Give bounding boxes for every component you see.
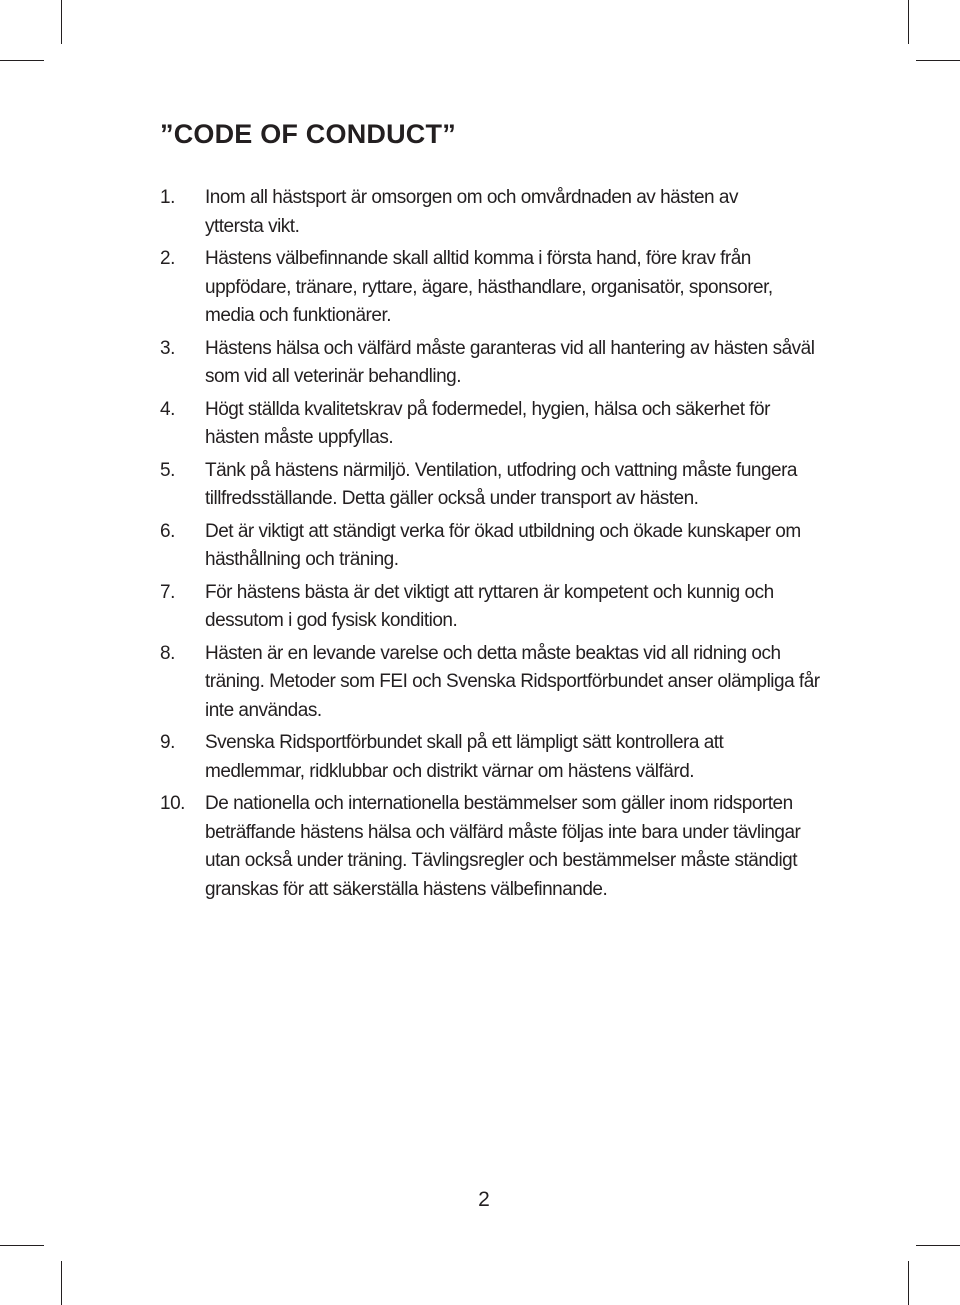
list-item-number: 8. xyxy=(160,642,175,664)
list-item xyxy=(160,579,820,636)
crop-mark-top-right-horizontal xyxy=(916,60,960,61)
crop-mark-bottom-right xyxy=(908,1261,909,1305)
list-item-text: Hästens hälsa och välfärd måste garanteras vid all hantering av hästen såväl som vid all veterinär behandling. xyxy=(205,337,815,387)
list-item-number: 2. xyxy=(160,248,175,269)
list-item xyxy=(160,245,820,331)
crop-mark-bottom-left-horizontal xyxy=(0,1245,44,1246)
list-item-number: 1. xyxy=(160,187,175,208)
list-item-number: 6. xyxy=(160,520,175,542)
page-number: 2 xyxy=(478,1188,490,1211)
crop-mark-top-right xyxy=(908,0,909,44)
list-item xyxy=(160,335,820,392)
crop-mark-top-left-horizontal xyxy=(0,60,44,61)
list-item-number: 9. xyxy=(160,732,175,753)
list-item-text: Högt ställda kvalitetskrav på fodermedel, hygien, hälsa och säkerhet för hästen måste uppfyllas. xyxy=(205,398,770,448)
page-title: ”CODE OF CONDUCT” xyxy=(160,119,456,149)
list-item xyxy=(160,184,820,241)
list-item-text: Svenska Ridsportförbundet skall på ett lämpligt sätt kontrollera att medlemmar, ridklubbar och distrikt värnar om hästens välfärd. xyxy=(205,732,724,782)
list-item-text: Det är viktigt att ständigt verka för ökad utbildning och ökade kunskaper om hästhållning och träning. xyxy=(205,520,801,570)
list-item xyxy=(160,640,820,726)
list-item-number: 3. xyxy=(160,337,175,359)
crop-mark-top-left xyxy=(61,0,62,44)
list-item xyxy=(160,457,820,514)
list-item xyxy=(160,790,820,904)
list-item-text: Inom all hästsport är omsorgen om och omvårdnaden av hästen av yttersta vikt. xyxy=(205,187,738,237)
list-item xyxy=(160,396,820,453)
list-item-text: Tänk på hästens närmiljö. Ventilation, utfodring och vattning måste fungera tillfredsställande. Detta gäller också under transport av hästen. xyxy=(205,459,797,509)
list-item-number: 5. xyxy=(160,459,175,481)
list-item-text: För hästens bästa är det viktigt att ryttaren är kompetent och kunnig och dessutom i god fysisk kondition. xyxy=(205,581,774,631)
list-item-text: Hästens välbefinnande skall alltid komma i första hand, före krav från uppfödare, tränare, ryttare, ägare, hästhandlare, organisatör, sponsorer, media och funktionärer. xyxy=(205,248,773,326)
list-item xyxy=(160,518,820,575)
list-item xyxy=(160,729,820,786)
list-item-number: 10. xyxy=(160,793,185,814)
list-item-text: De nationella och internationella bestämmelser som gäller inom ridsporten beträffande hästens hälsa och välfärd måste följas inte bara under tävlingar utan också under träning. Tävlingsregler och bestämmelser måste ständigt granskas för att säkerställa hästens välbefinnande. xyxy=(205,793,801,900)
crop-mark-bottom-left xyxy=(61,1261,62,1305)
code-of-conduct-list xyxy=(160,184,820,908)
list-item-text: Hästen är en levande varelse och detta måste beaktas vid all ridning och träning. Metoder som FEI och Svenska Ridsportförbundet anser olämpliga får inte användas. xyxy=(205,642,820,721)
list-item-number: 7. xyxy=(160,581,175,603)
list-item-number: 4. xyxy=(160,398,175,420)
crop-mark-bottom-right-horizontal xyxy=(916,1245,960,1246)
